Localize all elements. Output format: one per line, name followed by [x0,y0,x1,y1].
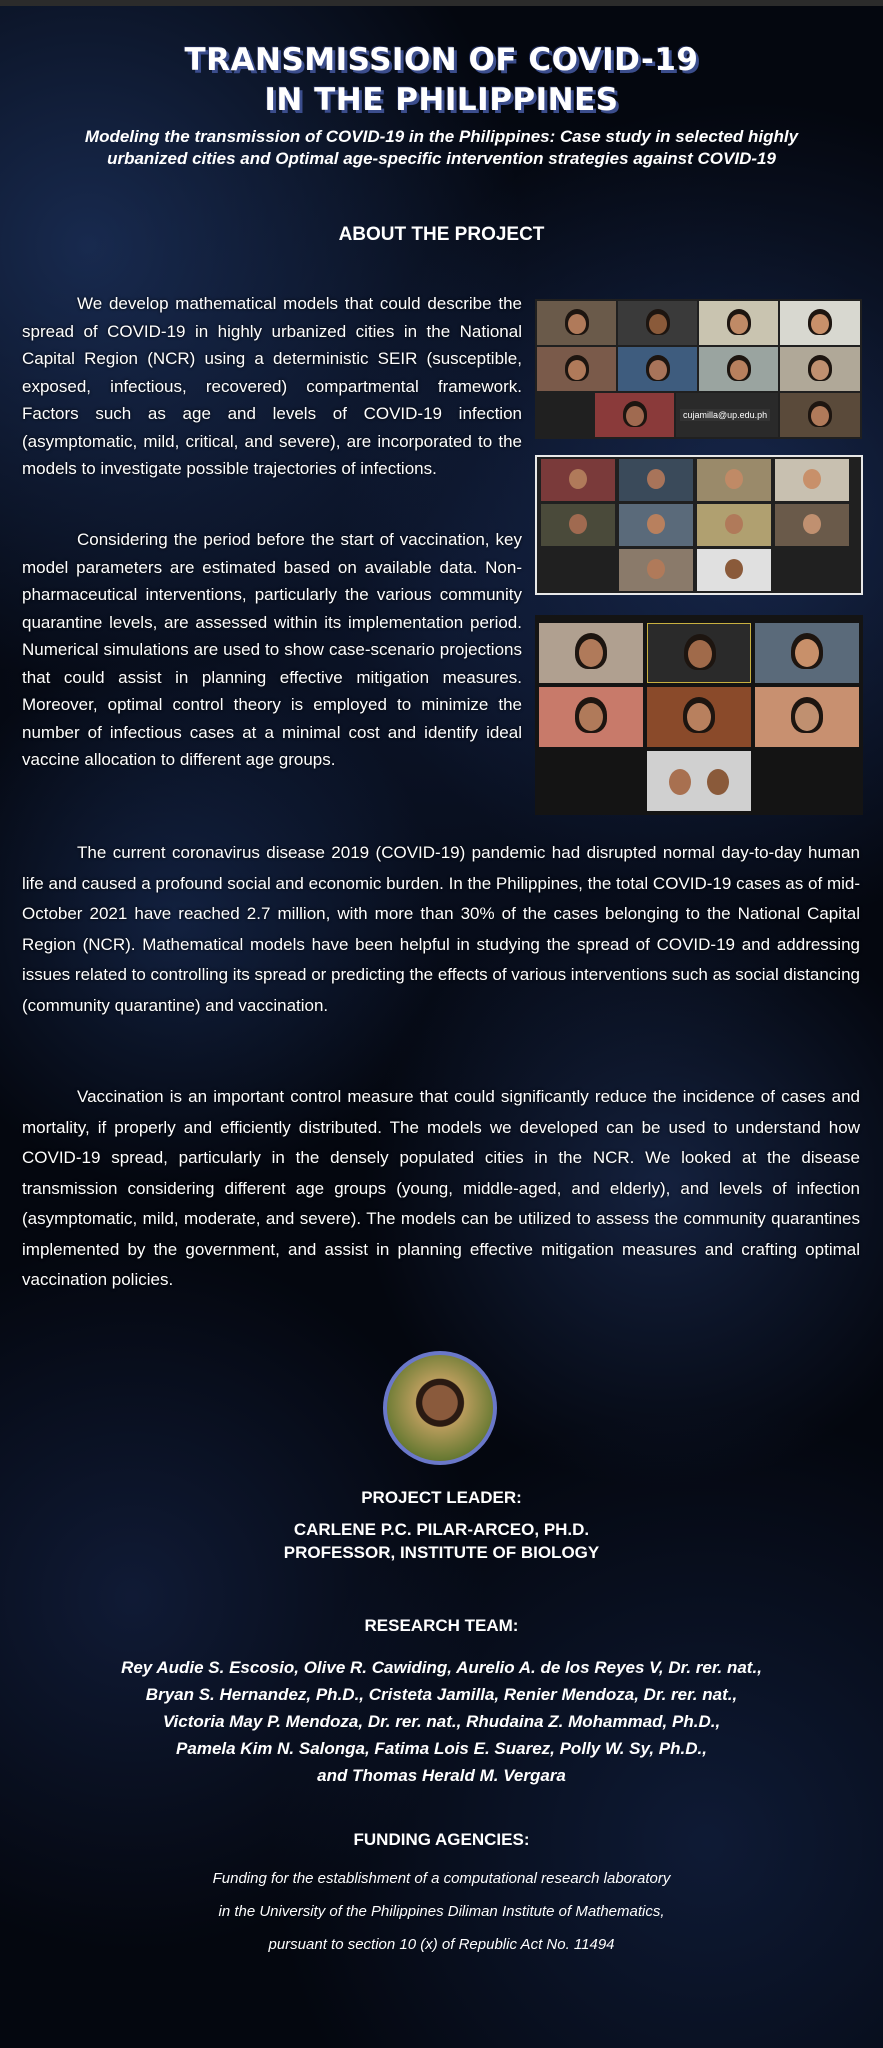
participant-tile [699,347,778,391]
research-team-list [70,1654,813,1789]
participant-tile [699,301,778,345]
project-leader-position: PROFESSOR, INSTITUTE OF BIOLOGY [283,1543,600,1562]
participant-email: cujamilla@up.edu.ph [680,409,770,421]
project-leader-heading: PROJECT LEADER: [361,1488,522,1507]
participant-tile [537,347,616,391]
participant-tile [619,459,693,501]
participant-tile [539,623,643,683]
page-title [0,40,883,120]
participant-tile [697,459,771,501]
participant-tile [697,549,771,591]
team-line: Pamela Kim N. Salonga, Fatima Lois E. Suarez, Polly W. Sy, Ph.D., [176,1739,707,1758]
participant-tile [539,687,643,747]
participant-tile [619,504,693,546]
participant-tile [755,623,859,683]
participant-tile [780,393,860,437]
video-call-screenshot-1 [535,299,862,439]
title-line-2: IN THE PHILIPPINES [264,82,619,118]
paragraph-2: Considering the period before the start of vaccination, key model parameters are estimated based on available data. Non-pharmaceutical interventions, particularly the various community quarantine levels, are assessed within its implementation period. Numerical simulations are used to show case-scenario projections that could assist in planning effective mitigation measures. Moreover, optimal control theory is employed to minimize the number of infectious cases at a minimal cost and identify ideal vaccine allocation to different age groups. [22,530,522,769]
participant-tile [595,393,674,437]
participant-tile [647,687,751,747]
project-leader-photo [383,1351,497,1465]
participant-tile [647,751,751,811]
team-line: Victoria May P. Mendoza, Dr. rer. nat., Rhudaina Z. Mohammad, Ph.D., [162,1712,721,1731]
participant-tile [618,301,697,345]
participant-tile [619,549,693,591]
funding-line: Funding for the establishment of a computational research laboratory [212,1870,671,1887]
research-team-heading: RESEARCH TEAM: [364,1616,519,1635]
paragraph-4: Vaccination is an important control measure that could significantly reduce the incidence of cases and mortality, if properly and efficiently distributed. The models we developed can be used to understand how COVID-19 spread, particularly in the densely populated cities in the NCR. We looked at the disease transmission considering different age groups (young, middle-aged, and elderly), and levels of infection (asymptomatic, mild, moderate, and severe). The models can be utilized to assess the community quarantines implemented by the government, and assist in planning effective mitigation measures and crafting optimal vaccination policies. [22,1087,860,1289]
participant-tile [676,393,778,437]
project-subtitle: Modeling the transmission of COVID-19 in the Philippines: Case study in selected highly urbanized cities and Optimal age-specific intervention strategies against COVID-19 [84,127,799,168]
participant-tile [537,301,616,345]
participant-tile [541,504,615,546]
participant-tile [541,459,615,501]
paragraph-1: We develop mathematical models that could describe the spread of COVID-19 in highly urbanized cities in the National Capital Region (NCR) using a deterministic SEIR (susceptible, exposed, infectious, recovered) compartmental framework. Factors such as age and levels of COVID-19 infection (asymptomatic, mild, critical, and severe), are incorporated to the models to investigate possible trajectories of infections. [22,294,522,478]
funding-line: pursuant to section 10 (x) of Republic Act No. 11494 [268,1936,615,1953]
participant-tile [775,459,849,501]
title-line-1: TRANSMISSION OF COVID-19 [184,42,699,78]
participant-tile [780,301,860,345]
funding-heading: FUNDING AGENCIES: [353,1830,530,1849]
project-leader-name: CARLENE P.C. PILAR-ARCEO, PH.D. [293,1520,590,1539]
team-line: Bryan S. Hernandez, Ph.D., Cristeta Jamilla, Renier Mendoza, Dr. rer. nat., [145,1685,738,1704]
participant-tile [755,687,859,747]
funding-line: in the University of the Philippines Diliman Institute of Mathematics, [218,1903,665,1920]
team-line: and Thomas Herald M. Vergara [317,1766,566,1785]
video-call-screenshot-3 [535,615,863,815]
participant-tile [775,504,849,546]
about-heading: ABOUT THE PROJECT [338,224,545,245]
funding-text [90,1862,793,1961]
participant-tile [697,504,771,546]
team-line: Rey Audie S. Escosio, Olive R. Cawiding, Aurelio A. de los Reyes V, Dr. rer. nat., [121,1658,762,1677]
video-call-screenshot-2 [535,455,863,595]
paragraph-3: The current coronavirus disease 2019 (COVID-19) pandemic had disrupted normal day-to-day human life and caused a profound social and economic burden. In the Philippines, the total COVID-19 cases as of mid-October 2021 have reached 2.7 million, with more than 30% of the cases belonging to the National Capital Region (NCR). Mathematical models have been helpful in studying the spread of COVID-19 and addressing issues related to controlling its spread or predicting the effects of various interventions such as social distancing (community quarantine) and vaccination. [22,843,860,1015]
participant-tile [618,347,697,391]
participant-tile [780,347,860,391]
participant-tile [647,623,751,683]
